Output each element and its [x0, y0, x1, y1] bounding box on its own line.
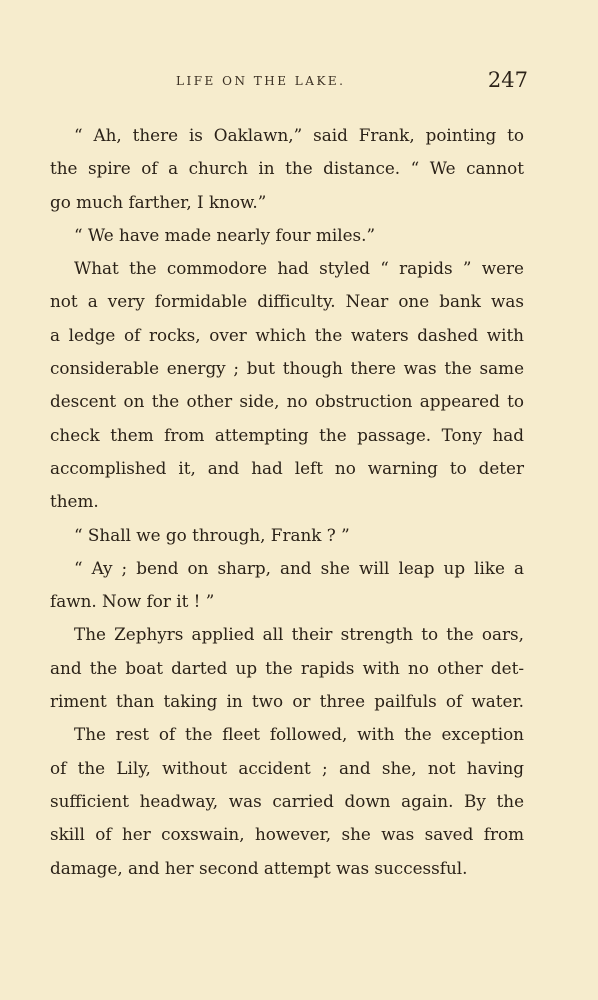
text-line: “ Ah, there is Oaklawn,” said Frank, pointing to [74, 125, 524, 145]
text-line: sufficient headway, was carried down again. By the [50, 790, 524, 811]
text-line: fawn. Now for it ! ” [50, 591, 215, 612]
text-line: of the Lily, without accident ; and she, not having [50, 757, 524, 778]
text-line: “ We have made nearly four miles.” [74, 224, 376, 245]
text-line: them. [50, 491, 99, 512]
text-line: “ Ay ; bend on sharp, and she will leap up like a [74, 557, 524, 578]
running-head: LIFE ON THE LAKE. [176, 74, 346, 88]
text-line: and the boat darted up the rapids with no other det- [50, 657, 524, 678]
text-line: The Zephyrs applied all their strength to the oars, [74, 624, 524, 645]
text-line: What the commodore had styled “ rapids ” were [74, 258, 524, 279]
text-line: The rest of the fleet followed, with the exception [74, 724, 524, 745]
body-text [50, 119, 524, 885]
text-line: descent on the other side, no obstruction appeared to [50, 391, 524, 412]
text-line: damage, and her second attempt was successful. [50, 857, 468, 878]
text-line: not a very formidable difficulty. Near one bank was [50, 291, 524, 312]
text-line: riment than taking in two or three pailfuls of water. [50, 691, 524, 712]
text-line: a ledge of rocks, over which the waters dashed with [50, 324, 524, 345]
text-line: go much farther, I know.” [50, 191, 267, 212]
text-line: considerable energy ; but though there was the same [50, 358, 524, 379]
text-line: skill of her coxswain, however, she was saved from [50, 824, 524, 845]
text-line: accomplished it, and had left no warning to deter [50, 457, 524, 478]
text-line: “ Shall we go through, Frank ? ” [74, 524, 350, 545]
page-number: 247 [487, 68, 528, 92]
page-header [48, 68, 528, 94]
text-line: the spire of a church in the distance. “ We cannot [50, 158, 524, 179]
text-line: check them from attempting the passage. Tony had [50, 424, 524, 445]
